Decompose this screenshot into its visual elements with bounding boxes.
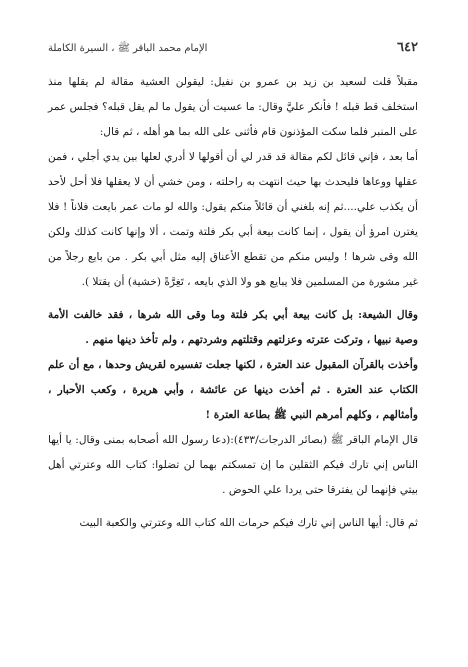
paragraph-6: ثم قال: أيها الناس إني تارك فيكم حرمات الله كتاب الله وعترتي والكعبة البيت <box>79 517 418 529</box>
running-title: الإمام محمد الباقر ﷺ ، السيرة الكاملة <box>48 43 208 54</box>
page-header <box>48 40 418 56</box>
page-number: ٦٤٢ <box>397 40 418 55</box>
paragraph-3: وقال الشيعة: بل كانت بيعة أبي بكر فلتة وما وقى الله شرها ، فقد خالفت الأمة وصية نبيها ، وتركت عترته وعزلتهم وقتلتهم وشردتهم ، ولم تأخذ دينها منهم . <box>48 309 418 346</box>
paragraph-5: قال الإمام الباقر ﷺ (بصائر الدرجات/٤٣٣):(دعا رسول الله أصحابه بمنى وقال: يا أيها الناس إني تارك فيكم الثقلين ما إن تمسكتم بهما لن تضلوا: كتاب الله وعترتي أهل بيتي فإنهما لن يفترقا حتى يردا علي الحوض . <box>48 434 419 496</box>
paragraph-1: مقبلاً قلت لسعيد بن زيد بن عمرو بن نفيل: ليقولن العشية مقالة لم يقلها منذ استخلف قط قبله ! فأنكر عليَّ وقال: ما عسيت أن يقول ما لم يقل قبله؟ فجلس عمر على المنبر فلما سكت المؤذنون قام فأثنى على الله بما هو أهله ، ثم قال: <box>48 76 418 138</box>
paragraph-2: أما بعد ، فإني قائل لكم مقالة قد قدر لي أن أقولها لا أدري لعلها بين يدي أجلي ، فمن عقلها ووعاها فليحدث بها حيث انتهت به راحلته ، ومن خشي أن لا يعقلها فلا أحل لأحد أن يكذب علي....ثم إنه بلغني أن قائلاً منكم يقول: والله لو مات عمر بايعت فلاناً ! فلا يغترن امرؤ أن يقول ، إنما كانت بيعة أبي بكر فلتة وتمت ، ألا وإنها كانت كذلك ولكن الله وقى شرها ! وليس منكم من تقطع الأعناق إليه مثل أبي بكر . من بايع رجلاً من غير مشورة من المسلمين فلا يبايع هو ولا الذي بايعه ، تَغِرَّةً (خشية) أن يقتلا ). <box>48 151 418 288</box>
paragraph-4: وأخذت بالقرآن المقبول عند العترة ، لكنها جعلت تفسيره لقريش وحدها ، مع أن علم الكتاب عند العترة . ثم أخذت دينها عن عائشة ، وأبي هريرة ، وكعب الأحبار ، وأمثالهم ، وكلهم أمرهم النبي ﷺ بطاعة العترة ! <box>48 359 418 421</box>
